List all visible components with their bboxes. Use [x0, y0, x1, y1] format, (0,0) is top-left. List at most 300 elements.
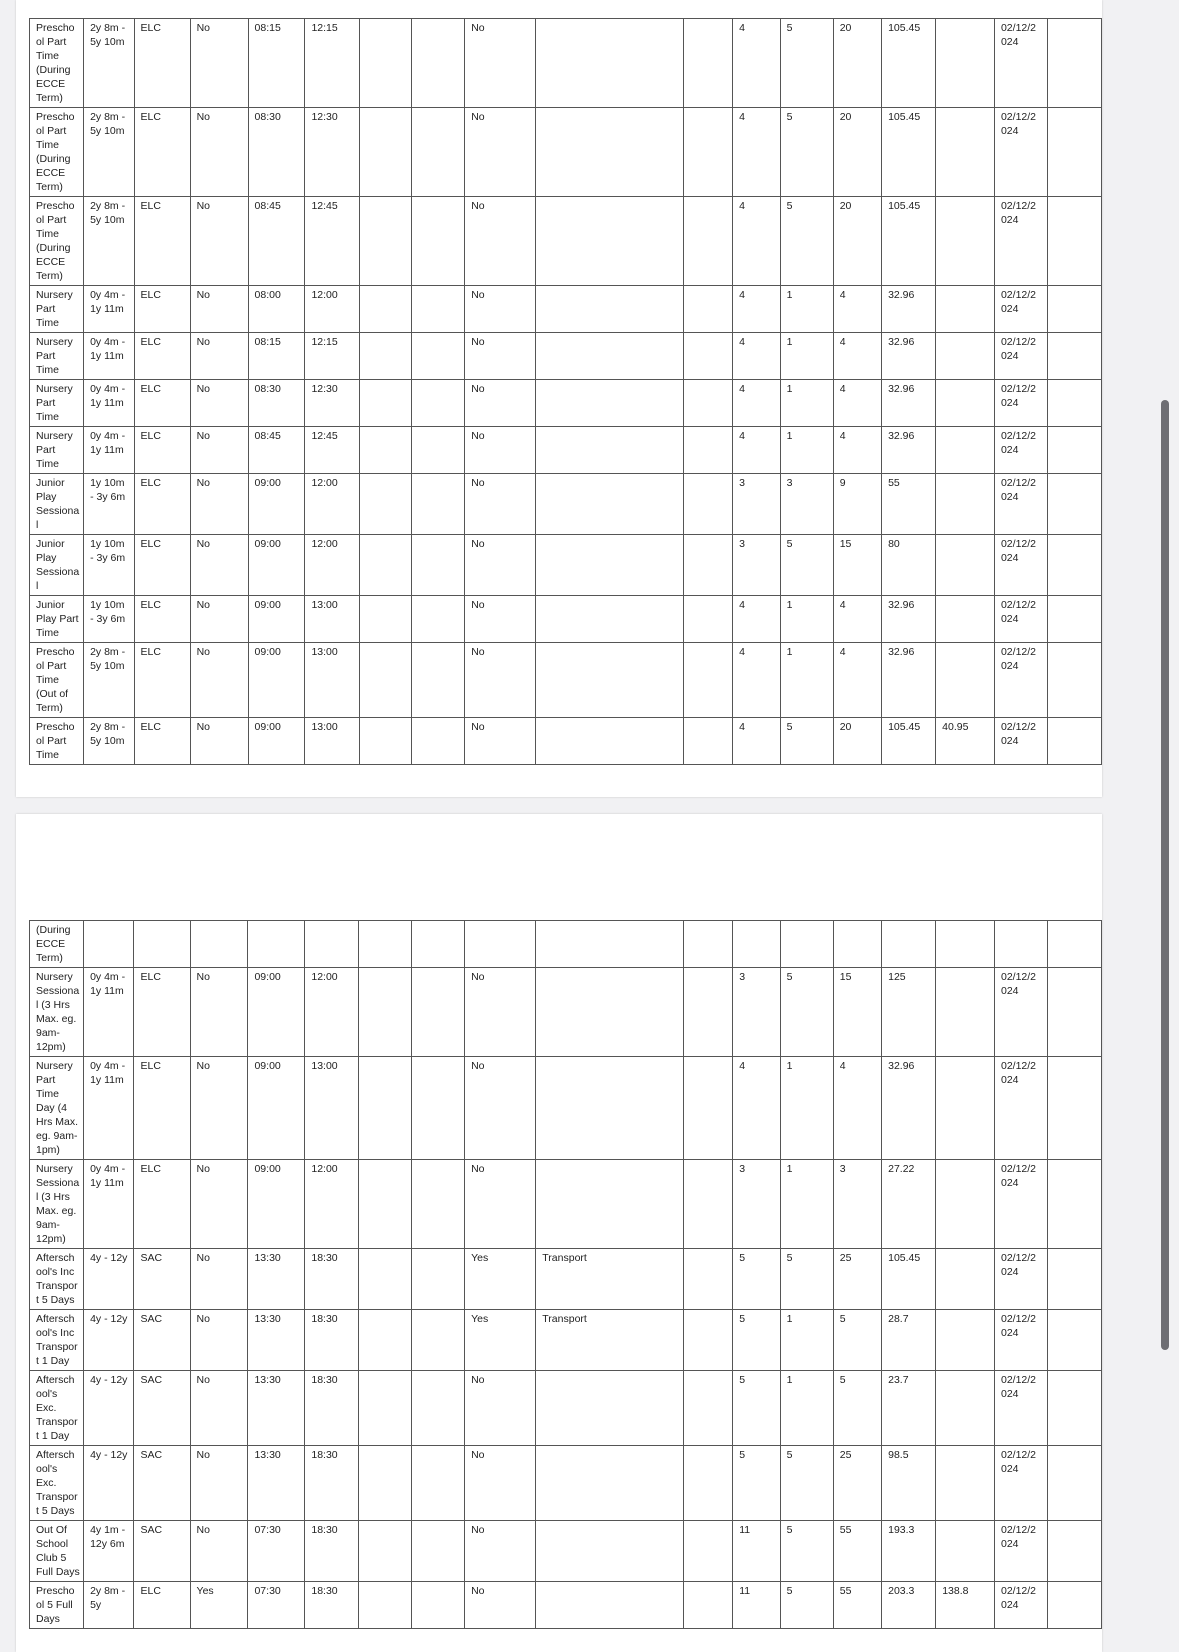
table-cell: [536, 19, 684, 108]
table-cell: [359, 19, 412, 108]
table-cell: 5: [833, 1310, 881, 1371]
table-cell: No: [190, 596, 248, 643]
table-cell: 08:15: [248, 333, 305, 380]
table-cell: 12:00: [305, 1160, 359, 1249]
table-cell: 0y 4m - 1y 11m: [84, 380, 134, 427]
table-cell: 32.96: [882, 286, 936, 333]
table-cell: [248, 921, 305, 968]
table-cell: [684, 333, 733, 380]
table-cell: ELC: [134, 427, 190, 474]
fees-table-page-2: [29, 920, 1102, 1629]
table-cell: 13:30: [248, 1446, 305, 1521]
table-row: [30, 474, 1102, 535]
table-cell: No: [465, 474, 536, 535]
table-cell: No: [190, 1310, 248, 1371]
table-cell: 12:15: [305, 333, 359, 380]
table-cell: No: [190, 380, 248, 427]
table-cell: SAC: [134, 1371, 190, 1446]
table-cell: ELC: [134, 596, 190, 643]
table-cell: 02/12/2024: [994, 535, 1047, 596]
table-cell: [1048, 197, 1102, 286]
table-cell: Yes: [465, 1310, 536, 1371]
table-cell: 4: [733, 286, 780, 333]
table-cell: 2y 8m - 5y 10m: [84, 718, 134, 765]
table-cell: [536, 1160, 684, 1249]
table-cell: 1: [780, 1310, 833, 1371]
table-cell: 4: [733, 380, 780, 427]
table-cell: [536, 596, 684, 643]
table-cell: No: [465, 380, 536, 427]
table-cell: 25: [833, 1249, 881, 1310]
table-cell: [536, 427, 684, 474]
table-cell: [936, 427, 995, 474]
table-cell: 1: [780, 1057, 833, 1160]
table-cell: 4: [733, 643, 780, 718]
table-cell: [412, 474, 465, 535]
table-cell: 5: [780, 1521, 833, 1582]
table-cell: [412, 921, 465, 968]
table-cell: No: [190, 1249, 248, 1310]
table-cell: 4y 1m - 12y 6m: [84, 1521, 134, 1582]
table-cell: [684, 1310, 733, 1371]
table-cell: No: [465, 197, 536, 286]
table-cell: 5: [780, 1582, 833, 1629]
table-cell: 3: [780, 474, 833, 535]
table-cell: [733, 921, 780, 968]
table-cell: [780, 921, 833, 968]
table-cell: [684, 535, 733, 596]
table-cell: [134, 921, 190, 968]
table-cell: [1048, 968, 1102, 1057]
table-cell: 12:00: [305, 535, 359, 596]
table-cell: 5: [780, 108, 833, 197]
table-cell: [359, 718, 412, 765]
table-cell: No: [190, 333, 248, 380]
table-cell: ELC: [134, 1160, 190, 1249]
table-cell: [684, 286, 733, 333]
table-cell: [684, 1521, 733, 1582]
table-cell: [359, 1057, 412, 1160]
table-cell: Preschool Part Time (Out of Term): [30, 643, 84, 718]
table-cell: Preschool Part Time: [30, 718, 84, 765]
table-cell: 2y 8m - 5y 10m: [84, 197, 134, 286]
table-cell: 1: [780, 286, 833, 333]
table-cell: 18:30: [305, 1310, 359, 1371]
table-cell: No: [465, 1446, 536, 1521]
table-cell: [359, 1446, 412, 1521]
table-cell: [536, 1521, 684, 1582]
table-cell: 32.96: [882, 380, 936, 427]
table-cell: No: [190, 1371, 248, 1446]
table-cell: 5: [733, 1249, 780, 1310]
table-cell: [412, 380, 465, 427]
table-cell: 13:30: [248, 1249, 305, 1310]
table-cell: ELC: [134, 968, 190, 1057]
table-cell: 18:30: [305, 1582, 359, 1629]
table-cell: 12:00: [305, 474, 359, 535]
table-cell: [1048, 921, 1102, 968]
table-row: [30, 921, 1102, 968]
table-cell: [1048, 596, 1102, 643]
table-cell: [536, 1582, 684, 1629]
table-cell: [536, 197, 684, 286]
fees-table-page-1: [29, 18, 1102, 765]
table-cell: 09:00: [248, 596, 305, 643]
table-cell: [833, 921, 881, 968]
table-cell: [684, 643, 733, 718]
table-cell: [994, 921, 1047, 968]
table-cell: [1048, 1371, 1102, 1446]
table-cell: 18:30: [305, 1446, 359, 1521]
table-cell: 12:30: [305, 108, 359, 197]
table-cell: 98.5: [882, 1446, 936, 1521]
table-cell: [412, 333, 465, 380]
vertical-scrollbar[interactable]: [1161, 400, 1169, 1350]
table-cell: 02/12/2024: [994, 427, 1047, 474]
table-row: [30, 286, 1102, 333]
table-cell: 13:00: [305, 596, 359, 643]
table-cell: 4y - 12y: [84, 1310, 134, 1371]
table-cell: 1: [780, 1160, 833, 1249]
table-cell: No: [190, 427, 248, 474]
table-cell: ELC: [134, 286, 190, 333]
table-cell: No: [465, 1160, 536, 1249]
table-cell: 02/12/2024: [994, 596, 1047, 643]
table-cell: [412, 1521, 465, 1582]
table-cell: Preschool Part Time (During ECCE Term): [30, 19, 84, 108]
table-cell: 11: [733, 1582, 780, 1629]
table-cell: 4: [833, 333, 881, 380]
table-row: [30, 380, 1102, 427]
table-cell: ELC: [134, 333, 190, 380]
table-cell: 12:00: [305, 968, 359, 1057]
table-cell: [536, 1446, 684, 1521]
table-cell: [684, 197, 733, 286]
table-cell: 23.7: [882, 1371, 936, 1446]
table-cell: SAC: [134, 1310, 190, 1371]
table-cell: 12:45: [305, 197, 359, 286]
table-cell: 25: [833, 1446, 881, 1521]
table-row: [30, 643, 1102, 718]
table-cell: 4: [733, 197, 780, 286]
table-cell: [359, 333, 412, 380]
table-cell: 3: [833, 1160, 881, 1249]
table-cell: 08:30: [248, 108, 305, 197]
table-cell: [1048, 535, 1102, 596]
table-cell: [536, 643, 684, 718]
table-cell: [536, 1371, 684, 1446]
table-cell: No: [190, 197, 248, 286]
table-cell: [465, 921, 536, 968]
table-cell: 32.96: [882, 596, 936, 643]
table-cell: [936, 380, 995, 427]
table-cell: No: [465, 1582, 536, 1629]
table-cell: Nursery Part Time: [30, 427, 84, 474]
table-cell: 4: [733, 718, 780, 765]
table-cell: 105.45: [882, 19, 936, 108]
table-cell: No: [465, 718, 536, 765]
table-cell: [684, 1446, 733, 1521]
table-cell: 1: [780, 427, 833, 474]
table-row: [30, 333, 1102, 380]
table-cell: [359, 921, 412, 968]
table-cell: 09:00: [248, 968, 305, 1057]
table-cell: [359, 1371, 412, 1446]
table-cell: [536, 1057, 684, 1160]
table-cell: Junior Play Sessional: [30, 535, 84, 596]
table-cell: [359, 380, 412, 427]
table-cell: [1048, 1446, 1102, 1521]
table-cell: Preschool Part Time (During ECCE Term): [30, 197, 84, 286]
table-cell: No: [190, 108, 248, 197]
table-cell: ELC: [134, 474, 190, 535]
table-cell: Afterschool's Inc Transport 5 Days: [30, 1249, 84, 1310]
table-cell: No: [465, 596, 536, 643]
table-cell: [536, 921, 684, 968]
table-cell: [412, 19, 465, 108]
table-cell: [359, 1249, 412, 1310]
table-cell: 32.96: [882, 427, 936, 474]
table-cell: ELC: [134, 1057, 190, 1160]
table-cell: 1y 10m - 3y 6m: [84, 474, 134, 535]
table-cell: [1048, 1582, 1102, 1629]
table-cell: 5: [780, 1446, 833, 1521]
table-cell: [936, 1057, 995, 1160]
table-cell: 09:00: [248, 1160, 305, 1249]
table-cell: No: [190, 19, 248, 108]
table-cell: 32.96: [882, 1057, 936, 1160]
table-cell: 1: [780, 596, 833, 643]
table-cell: [1048, 333, 1102, 380]
table-cell: [359, 1521, 412, 1582]
table-cell: Junior Play Sessional: [30, 474, 84, 535]
table-row: [30, 1446, 1102, 1521]
table-cell: 4: [833, 427, 881, 474]
table-cell: [359, 286, 412, 333]
table-cell: [536, 718, 684, 765]
table-row: [30, 108, 1102, 197]
table-cell: Preschool 5 Full Days: [30, 1582, 84, 1629]
table-cell: 4: [733, 108, 780, 197]
table-cell: [412, 1446, 465, 1521]
table-cell: [1048, 718, 1102, 765]
table-cell: [882, 921, 936, 968]
table-cell: 09:00: [248, 718, 305, 765]
table-cell: [684, 108, 733, 197]
table-cell: [359, 596, 412, 643]
table-cell: 02/12/2024: [994, 1249, 1047, 1310]
table-cell: 15: [833, 535, 881, 596]
table-cell: 11: [733, 1521, 780, 1582]
table-cell: [359, 643, 412, 718]
table-cell: 20: [833, 108, 881, 197]
table-cell: [936, 197, 995, 286]
table-cell: [412, 535, 465, 596]
table-row: [30, 1582, 1102, 1629]
table-cell: [412, 718, 465, 765]
table-cell: 193.3: [882, 1521, 936, 1582]
document-page-2: [16, 814, 1102, 1652]
table-cell: No: [465, 968, 536, 1057]
table-cell: 02/12/2024: [994, 474, 1047, 535]
table-cell: [359, 1582, 412, 1629]
table-cell: 5: [780, 197, 833, 286]
table-cell: [684, 1371, 733, 1446]
table-cell: 138.8: [936, 1582, 995, 1629]
table-cell: [536, 333, 684, 380]
table-row: [30, 1371, 1102, 1446]
table-cell: [1048, 1057, 1102, 1160]
table-cell: No: [190, 718, 248, 765]
table-cell: 0y 4m - 1y 11m: [84, 333, 134, 380]
table-cell: 105.45: [882, 108, 936, 197]
table-cell: 4y - 12y: [84, 1446, 134, 1521]
table-cell: 80: [882, 535, 936, 596]
table-cell: [1048, 1249, 1102, 1310]
table-cell: 105.45: [882, 1249, 936, 1310]
table-row: [30, 1249, 1102, 1310]
table-cell: 02/12/2024: [994, 968, 1047, 1057]
table-cell: 3: [733, 535, 780, 596]
table-cell: No: [465, 108, 536, 197]
table-cell: 08:45: [248, 197, 305, 286]
table-cell: [936, 474, 995, 535]
table-cell: 02/12/2024: [994, 1521, 1047, 1582]
table-cell: Afterschool's Exc. Transport 1 Day: [30, 1371, 84, 1446]
table-cell: 20: [833, 718, 881, 765]
table-cell: [684, 921, 733, 968]
table-row: [30, 1310, 1102, 1371]
table-cell: Nursery Sessional (3 Hrs Max. eg. 9am-12pm): [30, 968, 84, 1057]
table-cell: Transport: [536, 1249, 684, 1310]
table-cell: 02/12/2024: [994, 333, 1047, 380]
table-cell: [305, 921, 359, 968]
table-cell: Nursery Sessional (3 Hrs Max. eg. 9am-12pm): [30, 1160, 84, 1249]
table-cell: [936, 286, 995, 333]
table-cell: 09:00: [248, 474, 305, 535]
table-cell: [412, 1371, 465, 1446]
table-cell: [412, 1160, 465, 1249]
table-cell: Nursery Part Time Day (4 Hrs Max. eg. 9am-1pm): [30, 1057, 84, 1160]
table-cell: No: [465, 1521, 536, 1582]
table-cell: [412, 427, 465, 474]
table-cell: 105.45: [882, 718, 936, 765]
table-cell: 5: [733, 1371, 780, 1446]
table-cell: 20: [833, 197, 881, 286]
table-cell: 1: [780, 380, 833, 427]
table-cell: [536, 968, 684, 1057]
table-cell: [936, 1521, 995, 1582]
table-cell: [359, 968, 412, 1057]
table-cell: 32.96: [882, 643, 936, 718]
table-cell: No: [465, 643, 536, 718]
table-cell: 4: [833, 1057, 881, 1160]
table-cell: [412, 1582, 465, 1629]
table-cell: No: [465, 333, 536, 380]
table-cell: 13:30: [248, 1371, 305, 1446]
table-cell: ELC: [134, 535, 190, 596]
table-cell: [684, 1249, 733, 1310]
table-cell: No: [465, 535, 536, 596]
table-cell: No: [190, 535, 248, 596]
table-cell: 4: [733, 1057, 780, 1160]
table-cell: 13:00: [305, 1057, 359, 1160]
table-cell: [1048, 380, 1102, 427]
table-cell: [536, 108, 684, 197]
table-cell: 02/12/2024: [994, 1160, 1047, 1249]
table-cell: No: [465, 1057, 536, 1160]
table-cell: 105.45: [882, 197, 936, 286]
table-cell: SAC: [134, 1249, 190, 1310]
table-cell: 4: [733, 19, 780, 108]
table-cell: [359, 197, 412, 286]
table-cell: 18:30: [305, 1249, 359, 1310]
table-cell: 18:30: [305, 1521, 359, 1582]
table-cell: [1048, 474, 1102, 535]
table-cell: 0y 4m - 1y 11m: [84, 1057, 134, 1160]
table-cell: 32.96: [882, 333, 936, 380]
table-cell: [936, 1446, 995, 1521]
table-cell: Preschool Part Time (During ECCE Term): [30, 108, 84, 197]
table-cell: [536, 474, 684, 535]
table-cell: [1048, 286, 1102, 333]
table-cell: ELC: [134, 718, 190, 765]
table-cell: [1048, 19, 1102, 108]
table-cell: [412, 108, 465, 197]
table-cell: 02/12/2024: [994, 286, 1047, 333]
table-cell: [359, 1310, 412, 1371]
table-cell: [684, 968, 733, 1057]
table-cell: 18:30: [305, 1371, 359, 1446]
table-row: [30, 1521, 1102, 1582]
table-cell: ELC: [134, 19, 190, 108]
table-cell: Junior Play Part Time: [30, 596, 84, 643]
table-cell: [684, 380, 733, 427]
table-cell: 0y 4m - 1y 11m: [84, 286, 134, 333]
table-cell: 2y 8m - 5y: [84, 1582, 134, 1629]
table-cell: [412, 1310, 465, 1371]
table-cell: No: [465, 19, 536, 108]
table-cell: Nursery Part Time: [30, 380, 84, 427]
table-cell: [936, 535, 995, 596]
table-cell: 5: [733, 1310, 780, 1371]
table-cell: [412, 1249, 465, 1310]
table-cell: (During ECCE Term): [30, 921, 84, 968]
table-cell: 13:30: [248, 1310, 305, 1371]
table-cell: 20: [833, 19, 881, 108]
table-cell: [359, 535, 412, 596]
table-row: [30, 968, 1102, 1057]
table-cell: 1: [780, 643, 833, 718]
table-cell: 4: [733, 596, 780, 643]
table-cell: 4: [733, 333, 780, 380]
table-cell: 0y 4m - 1y 11m: [84, 427, 134, 474]
table-cell: Afterschool's Exc. Transport 5 Days: [30, 1446, 84, 1521]
table-cell: 203.3: [882, 1582, 936, 1629]
table-cell: [536, 535, 684, 596]
table-cell: Nursery Part Time: [30, 286, 84, 333]
table-cell: Out Of School Club 5 Full Days: [30, 1521, 84, 1582]
table-cell: 02/12/2024: [994, 1057, 1047, 1160]
table-cell: 3: [733, 474, 780, 535]
table-cell: 09:00: [248, 643, 305, 718]
table-cell: 5: [833, 1371, 881, 1446]
table-cell: 0y 4m - 1y 11m: [84, 1160, 134, 1249]
table-cell: 40.95: [936, 718, 995, 765]
table-row: [30, 427, 1102, 474]
table-cell: [936, 19, 995, 108]
table-cell: [684, 718, 733, 765]
